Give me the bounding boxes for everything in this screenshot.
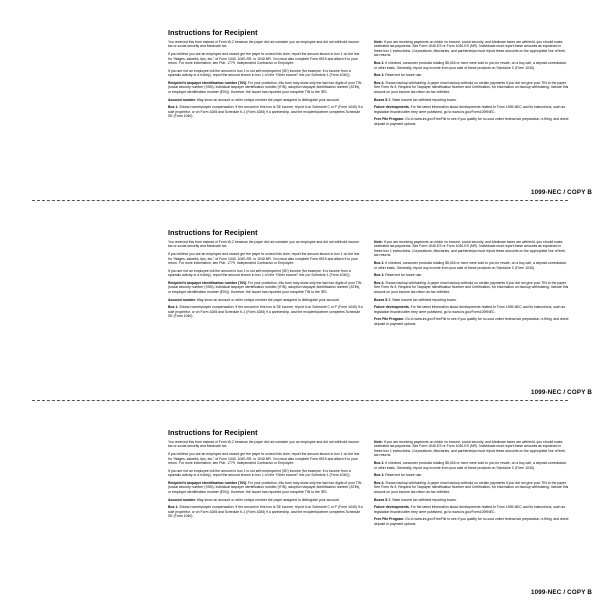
instructions-right-column — [374, 440, 570, 530]
instructions-left-column — [168, 40, 364, 122]
instruction-paragraph-future-developments: Future developments. For the latest information about developments related to Form 1099-NEC and its instructions, such as legislation enacted after they were published, go to www.irs.gov/Form1099NEC. — [374, 105, 566, 114]
instruction-sheet-2 — [0, 200, 600, 400]
instructions-block-1 — [168, 28, 580, 188]
instruction-paragraph: You received this form instead of Form W-2 because the payer did not consider you an employee and did not withhold income tax or social security and Medicare tax. — [168, 240, 360, 249]
page-title: Instructions for Recipient — [168, 428, 258, 437]
instructions-left-column — [168, 240, 364, 322]
copy-label-1: 1099-NEC / COPY B — [530, 189, 592, 196]
instruction-paragraph: If you believe you are an employee and cannot get the payer to correct this form, report the amount shown in box 1 on the line for “Wages, salaries, tips, etc.” of Form 1040, 1040-SR, or 1040-NR. You must also complete Form 8919 and attach it to your return. For more information, see Pub. 1779, Independent Contractor or Employee. — [168, 452, 360, 466]
instructions-block-3 — [168, 428, 580, 588]
instruction-paragraph-box3: Box 3. Reserved for future use. — [374, 473, 423, 478]
instructions-left-column — [168, 440, 364, 522]
instruction-paragraph-free-file: Free File Program. Go to www.irs.gov/FreeFile to see if you qualify for no-cost online federal tax preparation, e-filing, and direct deposit or payment options. — [374, 117, 569, 126]
instructions-columns — [168, 240, 580, 330]
instruction-paragraph-box1: Box 1. Shows nonemployee compensation. If the amount in this box is SE income, report it on Schedule C or F (Form 1040) if a sole proprietor, or on Form 1065 and Schedule K-1 (Form 1065) if a partnership, and the recipient/partner completes Schedule SE (Form 1040). — [168, 105, 363, 119]
instruction-paragraph-future-developments: Future developments. For the latest information about developments related to Form 1099-NEC and its instructions, such as legislation enacted after they were published, go to www.irs.gov/Form1099NEC. — [374, 305, 566, 314]
instructions-right-column — [374, 40, 570, 130]
page-title: Instructions for Recipient — [168, 228, 258, 237]
copy-label-2: 1099-NEC / COPY B — [530, 389, 592, 396]
instruction-paragraph-account-number: Account number. May show an account or other unique number the payer assigned to distinguish your account. — [168, 497, 340, 502]
instruction-paragraph-box4: Box 4. Shows backup withholding. A payer must backup withhold on certain payments if you did not give your TIN to the payer. See Form W-9, Request for Taxpayer Identification Number and Certification, for information on backup withholding. Include this amount on your income tax return as tax withheld. — [374, 80, 569, 94]
instruction-paragraph-box1: Box 1. Shows nonemployee compensation. If the amount in this box is SE income, report it on Schedule C or F (Form 1040) if a sole proprietor, or on Form 1065 and Schedule K-1 (Form 1065) if a partnership, and the recipient/partner completes Schedule SE (Form 1040). — [168, 305, 363, 319]
instruction-paragraph-box4: Box 4. Shows backup withholding. A payer must backup withhold on certain payments if you did not give your TIN to the payer. See Form W-9, Request for Taxpayer Identification Number and Certification, for information on backup withholding. Include this amount on your income tax return as tax withheld. — [374, 280, 569, 294]
instruction-paragraph-note: Note: If you are receiving payments on which no income, social security, and Medicare taxes are withheld, you should make estimated tax payments. See Form 1040-ES or Form 1040-ES (NR). Individuals must report these amounts as explained in these box 1 instructions. Corporations, fiduciaries, and partnerships must report these amounts on the appropriate line of their tax returns. — [374, 40, 566, 58]
instruction-paragraph: If you believe you are an employee and cannot get the payer to correct this form, report the amount shown in box 1 on the line for “Wages, salaries, tips, etc.” of Form 1040, 1040-SR, or 1040-NR. You must also complete Form 8919 and attach it to your return. For more information, see Pub. 1779, Independent Contractor or Employee. — [168, 52, 360, 66]
instruction-paragraph: You received this form instead of Form W-2 because the payer did not consider you an employee and did not withhold income tax or social security and Medicare tax. — [168, 440, 360, 449]
instruction-paragraph: If you believe you are an employee and cannot get the payer to correct this form, report the amount shown in box 1 on the line for “Wages, salaries, tips, etc.” of Form 1040, 1040-SR, or 1040-NR. You must also complete Form 8919 and attach it to your return. For more information, see Pub. 1779, Independent Contractor or Employee. — [168, 252, 360, 266]
instruction-paragraph-tin: Recipient's taxpayer identification number (TIN). For your protection, this form may show only the last four digits of your TIN (social security number (SSN), individual taxpayer identification number (ITIN), adoption taxpayer identification number (ATIN), or employer identification number (EIN)). However, the issuer has reported your complete TIN to the IRS. — [168, 280, 362, 294]
instruction-paragraph-account-number: Account number. May show an account or other unique number the payer assigned to distinguish your account. — [168, 297, 340, 302]
instructions-columns — [168, 440, 580, 530]
instruction-paragraph-tin: Recipient's taxpayer identification number (TIN). For your protection, this form may show only the last four digits of your TIN (social security number (SSN), individual taxpayer identification number (ITIN), adoption taxpayer identification number (ATIN), or employer identification number (EIN)). However, the issuer has reported your complete TIN to the IRS. — [168, 80, 362, 94]
instruction-paragraph-account-number: Account number. May show an account or other unique number the payer assigned to distinguish your account. — [168, 97, 340, 102]
instruction-paragraph-boxes567: Boxes 5-7. State income tax withheld reporting boxes. — [374, 97, 457, 102]
instruction-paragraph-tin: Recipient's taxpayer identification number (TIN). For your protection, this form may show only the last four digits of your TIN (social security number (SSN), individual taxpayer identification number (ITIN), adoption taxpayer identification number (ATIN), or employer identification number (EIN)). However, the issuer has reported your complete TIN to the IRS. — [168, 480, 362, 494]
instruction-sheet-1 — [0, 0, 600, 200]
instruction-paragraph: If you are not an employee but the amount in box 1 is not self-employment (SE) income (for example, it is income from a sporadic activity or a hobby), report the amount shown in box 1 on the “Other income” line (on Schedule 1 (Form 1040)). — [168, 68, 351, 78]
instruction-paragraph-box2: Box 2. If checked, consumer products totaling $5,000 or more were sold to you for resale, on a buy-sell, a deposit-commission, or other basis. Generally, report any income from your sale of these products on Schedule C (Form 1040). — [374, 261, 568, 270]
page-title: Instructions for Recipient — [168, 28, 258, 37]
instruction-paragraph: You received this form instead of Form W-2 because the payer did not consider you an employee and did not withhold income tax or social security and Medicare tax. — [168, 40, 360, 49]
instruction-sheet-3 — [0, 400, 600, 600]
instruction-paragraph-box4: Box 4. Shows backup withholding. A payer must backup withhold on certain payments if you did not give your TIN to the payer. See Form W-9, Request for Taxpayer Identification Number and Certification, for information on backup withholding. Include this amount on your income tax return as tax withheld. — [374, 480, 569, 494]
perforation-line-1 — [32, 200, 568, 201]
instructions-block-2 — [168, 228, 580, 388]
instructions-columns — [168, 40, 580, 130]
copy-label-3: 1099-NEC / COPY B — [530, 589, 592, 596]
instructions-right-column — [374, 240, 570, 330]
instruction-paragraph-free-file: Free File Program. Go to www.irs.gov/FreeFile to see if you qualify for no-cost online federal tax preparation, e-filing, and direct deposit or payment options. — [374, 517, 569, 526]
instruction-paragraph-boxes567: Boxes 5-7. State income tax withheld reporting boxes. — [374, 297, 457, 302]
instruction-paragraph-free-file: Free File Program. Go to www.irs.gov/FreeFile to see if you qualify for no-cost online federal tax preparation, e-filing, and direct deposit or payment options. — [374, 317, 569, 326]
perforation-line-2 — [32, 400, 568, 401]
instruction-paragraph-note: Note: If you are receiving payments on which no income, social security, and Medicare taxes are withheld, you should make estimated tax payments. See Form 1040-ES or Form 1040-ES (NR). Individuals must report these amounts as explained in these box 1 instructions. Corporations, fiduciaries, and partnerships must report these amounts on the appropriate line of their tax returns. — [374, 440, 566, 458]
instruction-paragraph: If you are not an employee but the amount in box 1 is not self-employment (SE) income (for example, it is income from a sporadic activity or a hobby), report the amount shown in box 1 on the “Other income” line (on Schedule 1 (Form 1040)). — [168, 468, 351, 478]
instruction-paragraph-boxes567: Boxes 5-7. State income tax withheld reporting boxes. — [374, 497, 457, 502]
instruction-paragraph-box2: Box 2. If checked, consumer products totaling $5,000 or more were sold to you for resale, on a buy-sell, a deposit-commission, or other basis. Generally, report any income from your sale of these products on Schedule C (Form 1040). — [374, 461, 568, 470]
instruction-paragraph-box3: Box 3. Reserved for future use. — [374, 273, 423, 278]
instruction-paragraph-box1: Box 1. Shows nonemployee compensation. If the amount in this box is SE income, report it on Schedule C or F (Form 1040) if a sole proprietor, or on Form 1065 and Schedule K-1 (Form 1065) if a partnership, and the recipient/partner completes Schedule SE (Form 1040). — [168, 505, 363, 519]
instruction-paragraph: If you are not an employee but the amount in box 1 is not self-employment (SE) income (for example, it is income from a sporadic activity or a hobby), report the amount shown in box 1 on the “Other income” line (on Schedule 1 (Form 1040)). — [168, 268, 351, 278]
instruction-paragraph-box2: Box 2. If checked, consumer products totaling $5,000 or more were sold to you for resale, on a buy-sell, a deposit-commission, or other basis. Generally, report any income from your sale of these products on Schedule C (Form 1040). — [374, 61, 568, 70]
instruction-paragraph-note: Note: If you are receiving payments on which no income, social security, and Medicare taxes are withheld, you should make estimated tax payments. See Form 1040-ES or Form 1040-ES (NR). Individuals must report these amounts as explained in these box 1 instructions. Corporations, fiduciaries, and partnerships must report these amounts on the appropriate line of their tax returns. — [374, 240, 566, 258]
instruction-paragraph-box3: Box 3. Reserved for future use. — [374, 73, 423, 78]
instruction-paragraph-future-developments: Future developments. For the latest information about developments related to Form 1099-NEC and its instructions, such as legislation enacted after they were published, go to www.irs.gov/Form1099NEC. — [374, 505, 566, 514]
